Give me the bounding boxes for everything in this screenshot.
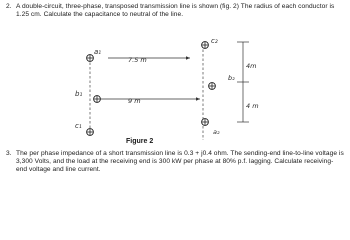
figure-caption: Figure 2 xyxy=(126,138,154,145)
dimension-arrow xyxy=(186,56,190,59)
conductor-b1 xyxy=(94,96,101,103)
conductor-c2 xyxy=(202,42,209,49)
label-dist-upper-4m: 4m xyxy=(246,62,257,70)
question-2-number: 2. xyxy=(6,3,12,10)
conductor-b2 xyxy=(209,83,216,90)
label-dist-9m: 9 m xyxy=(128,97,141,105)
label-a1: a₁ xyxy=(94,48,102,56)
question-3-number: 3. xyxy=(6,150,12,157)
label-dist-lower-4m: 4 m xyxy=(246,102,259,110)
label-b1: b₁ xyxy=(75,90,83,98)
dimension-arrow xyxy=(196,97,200,100)
label-c2: c₂ xyxy=(211,37,218,45)
label-a2: a₂ xyxy=(213,128,220,136)
conductor-a1 xyxy=(87,55,94,62)
question-3-text: The per phase impedance of a short transmission line is 0.3 + j0.4 ohm. The sending-end line-to-line voltage is 3,300 Volts, and the load at the receiving end is 300 kW per phase at 80% p.f. lagging. Calculate receiving-end voltage and line current. xyxy=(16,150,344,174)
label-c1: c₁ xyxy=(75,122,82,130)
conductor-a2 xyxy=(202,119,209,126)
question-3 xyxy=(6,150,344,175)
label-b2: b₂ xyxy=(228,74,235,82)
label-dist-7-5m: 7.5 m xyxy=(128,56,147,64)
question-2-text: A double-circuit, three-phase, transposed transmission line is shown (fig. 2) The radius of each conductor is 1.25 cm. Calculate the capacitance to neutral of the line. xyxy=(16,3,335,19)
conductor-c1 xyxy=(87,129,94,136)
